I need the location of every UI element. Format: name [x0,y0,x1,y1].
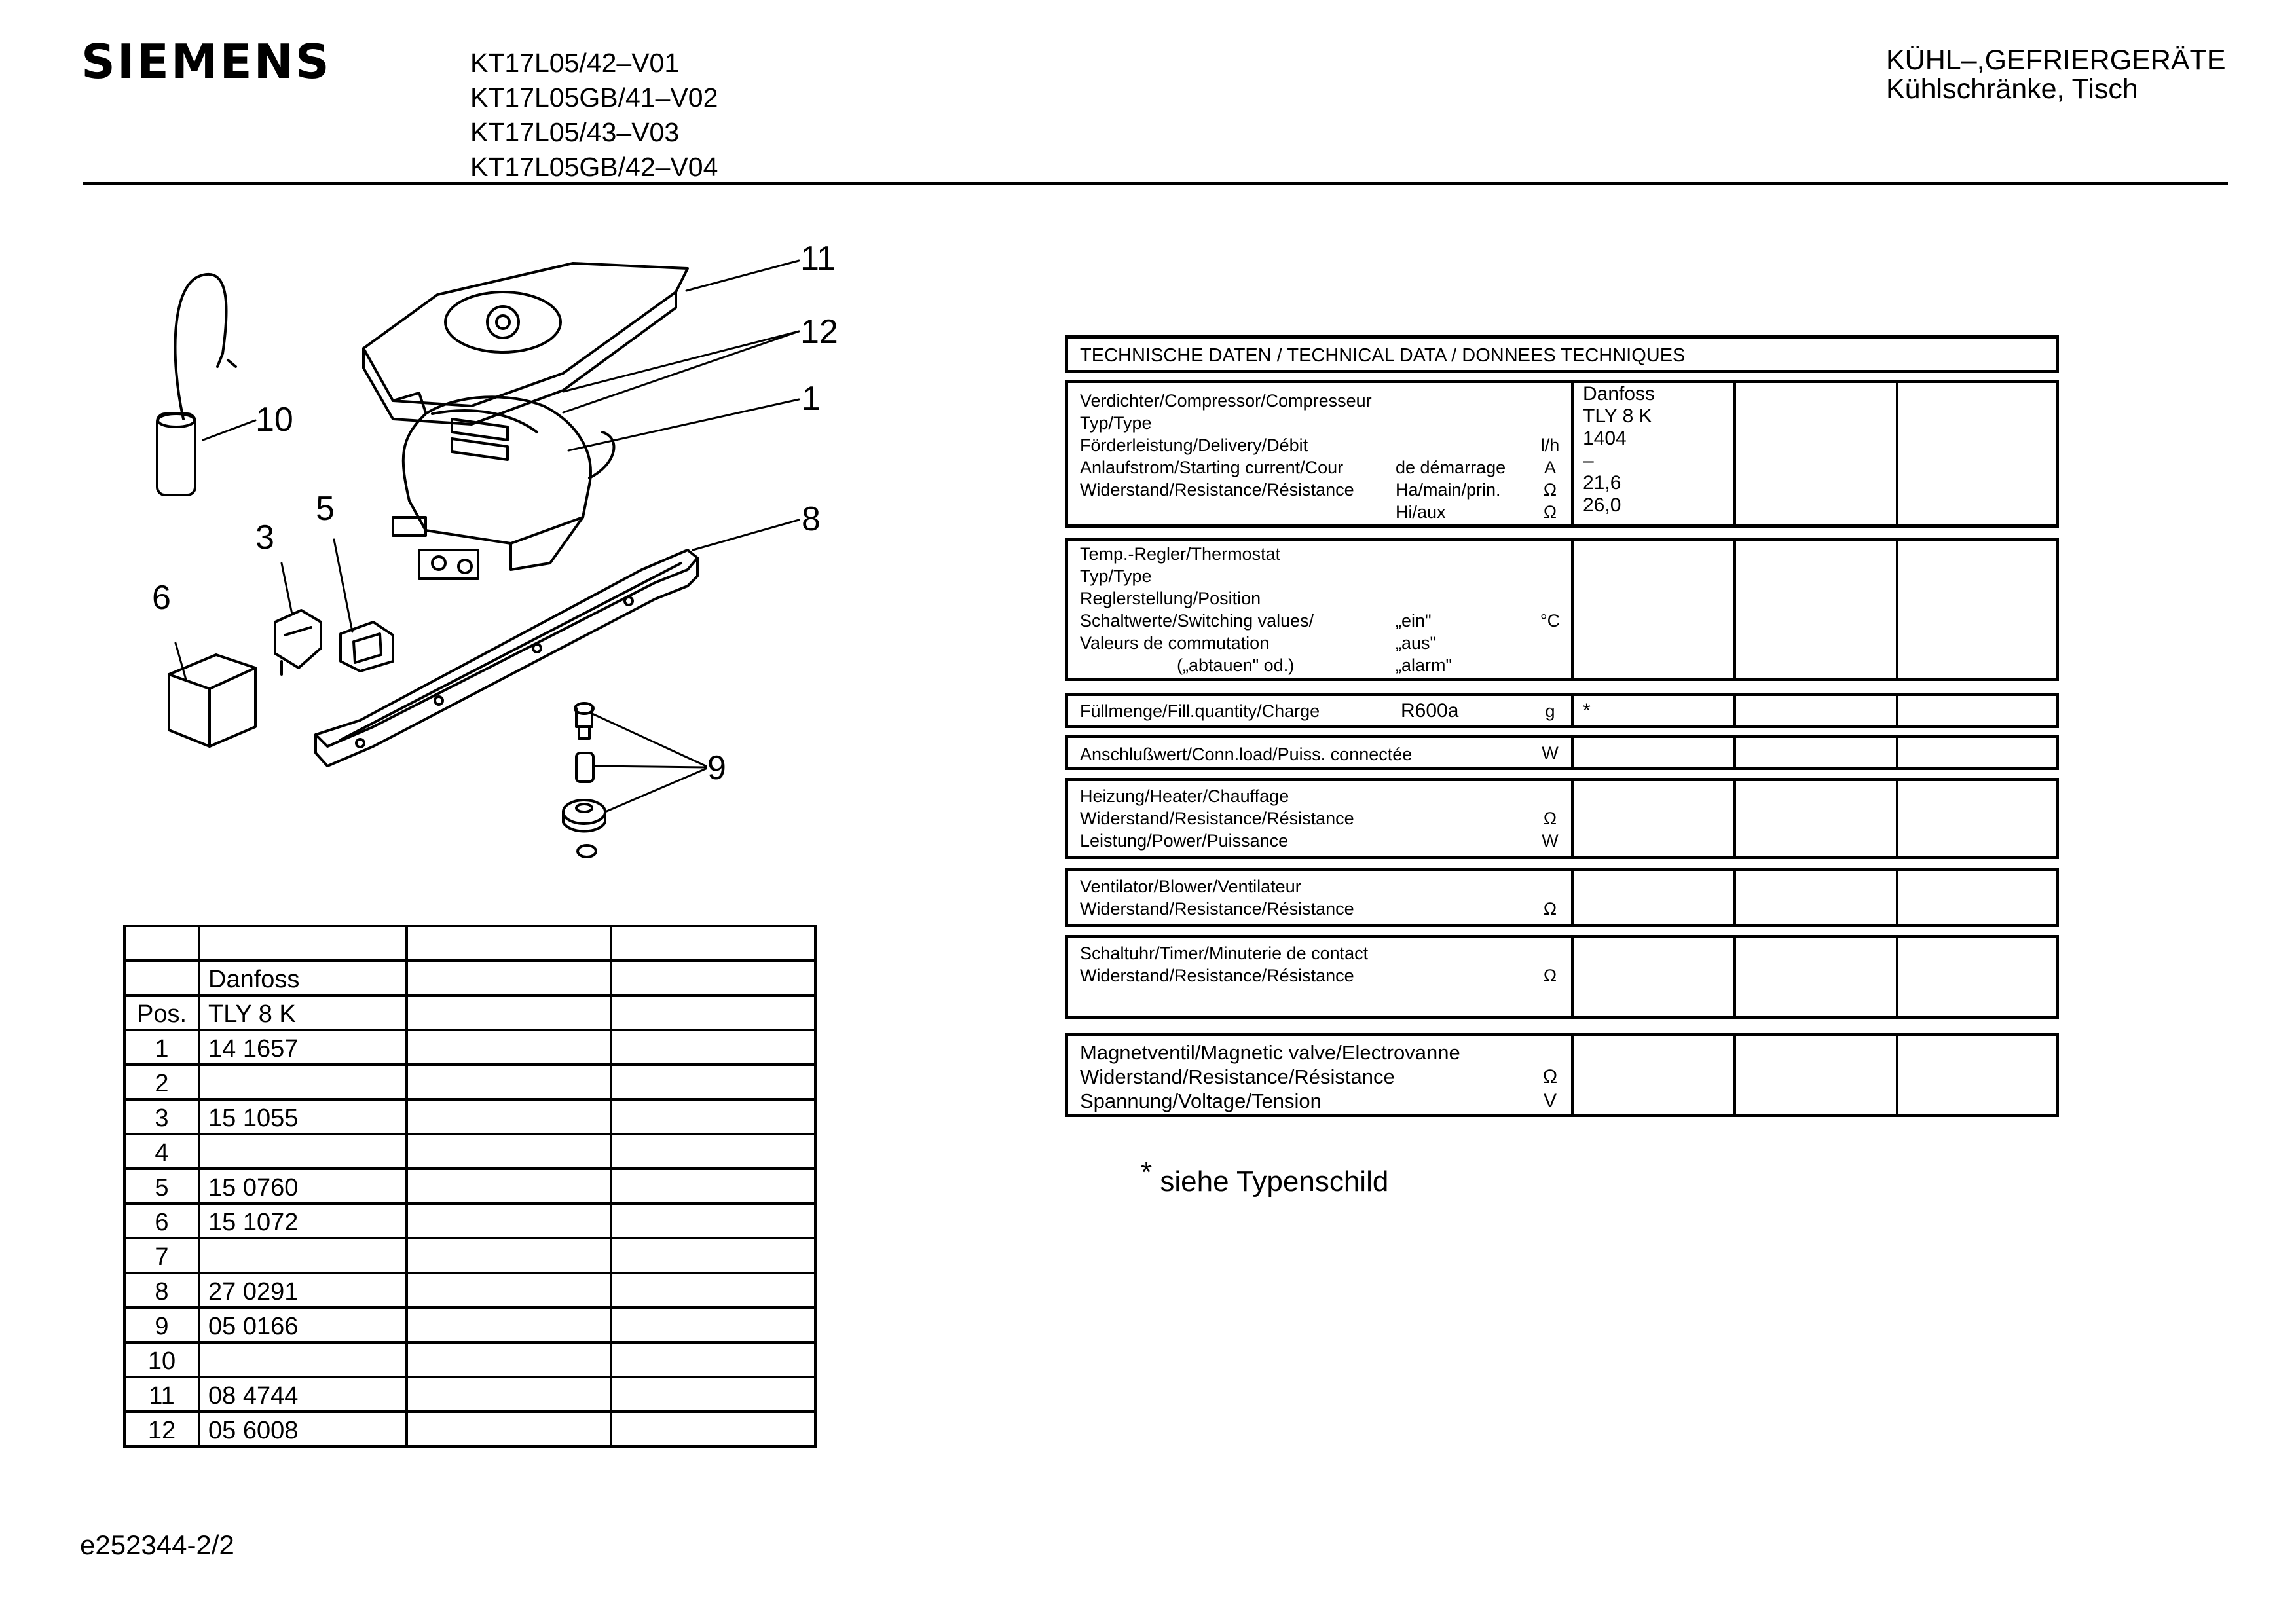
table-row: 12 05 6008 [124,1412,815,1446]
callout-label: 6 [152,579,171,617]
table-row: 1 14 1657 [124,1030,815,1065]
model-list [470,46,718,185]
callout-label: 5 [316,490,335,528]
connection-load-row: Anschlußwert/Conn.load/Puiss. connectée W [1065,735,2059,770]
callout-label: 12 [800,313,838,351]
category-line: Kühlschränke, Tisch [1886,73,2138,105]
header-divider [83,182,2228,185]
table-row: 10 [124,1342,815,1377]
overload-protector-drawing [275,610,321,674]
parts-cell [124,926,199,961]
callout-label: 3 [255,519,274,557]
product-category [1886,46,2226,103]
callout-label: 8 [802,500,821,538]
table-row: 5 15 0760 [124,1169,815,1203]
heater-section: Heizung/Heater/Chauffage Widerstand/Resistance/Résistance Leistung/Power/Puissance Ω W [1065,778,2059,859]
table-row: 3 15 1055 [124,1099,815,1134]
table-row: 8 27 0291 [124,1273,815,1308]
model-number: KT17L05GB/41–V02 [470,82,718,113]
document-id: e252344-2/2 [80,1530,234,1560]
thermostat-section: Temp.-Regler/Thermostat Typ/Type Reglerstellung/Position Schaltwerte/Switching values/ Valeurs de commutation („abtauen" od.) „ein" „aus" „alarm" °C [1065,538,2059,681]
callout-label: 10 [255,401,293,439]
model-number: KT17L05/43–V03 [470,117,680,147]
callout-label: 11 [800,242,836,278]
timer-section: Schaltuhr/Timer/Minuterie de contact Widerstand/Resistance/Résistance Ω [1065,935,2059,1019]
table-row: 11 08 4744 [124,1377,815,1412]
blower-section: Ventilator/Blower/Ventilateur Widerstand/Resistance/Résistance Ω [1065,868,2059,927]
table-row: 7 [124,1238,815,1273]
pos-header: Pos. [124,995,199,1030]
siemens-logo: SIEMENS [81,34,331,89]
footnote [1141,1156,1389,1198]
tech-table-title: TECHNISCHE DATEN / TECHNICAL DATA / DONNEES TECHNIQUES [1065,335,2059,373]
charge-row: Füllmenge/Fill.quantity/Charge R600a g * [1065,693,2059,728]
magnetic-valve-section: Magnetventil/Magnetic valve/Electrovanne Widerstand/Resistance/Résistance Spannung/Voltage/Tension Ω V [1065,1033,2059,1117]
parts-cell [199,926,407,961]
compressor-section: Verdichter/Compressor/Compresseur Typ/Type Förderleistung/Delivery/Débit Anlaufstrom/Starting current/Cour Widerstand/Resistance/Résistance de démarrage Ha/main/prin. Hi/aux l/h A Ω Ω Danfoss TLY 8 K 1404 – 21,6 26,0 [1065,380,2059,528]
table-row: 9 05 0166 [124,1308,815,1342]
relay-drawing [341,622,393,671]
model-number: KT17L05/42–V01 [470,48,680,78]
mounting-parts-drawing [563,703,605,857]
table-row: 6 15 1072 [124,1203,815,1238]
model-number: KT17L05GB/42–V04 [470,152,718,182]
capacitor-drawing [157,274,236,495]
compressor-drawing [393,397,614,579]
parts-type: TLY 8 K [199,995,407,1030]
category-line: KÜHL–,GEFRIERGERÄTE [1886,45,2226,76]
exploded-parts-diagram [144,242,851,871]
table-row: 4 [124,1134,815,1169]
footnote-star: * [1141,1156,1153,1188]
footnote-text: siehe Typenschild [1160,1165,1389,1198]
callout-label: 1 [802,380,821,418]
parts-table [123,925,817,1448]
parts-brand: Danfoss [199,961,407,995]
table-row: 2 [124,1065,815,1099]
callout-label: 9 [707,749,726,787]
